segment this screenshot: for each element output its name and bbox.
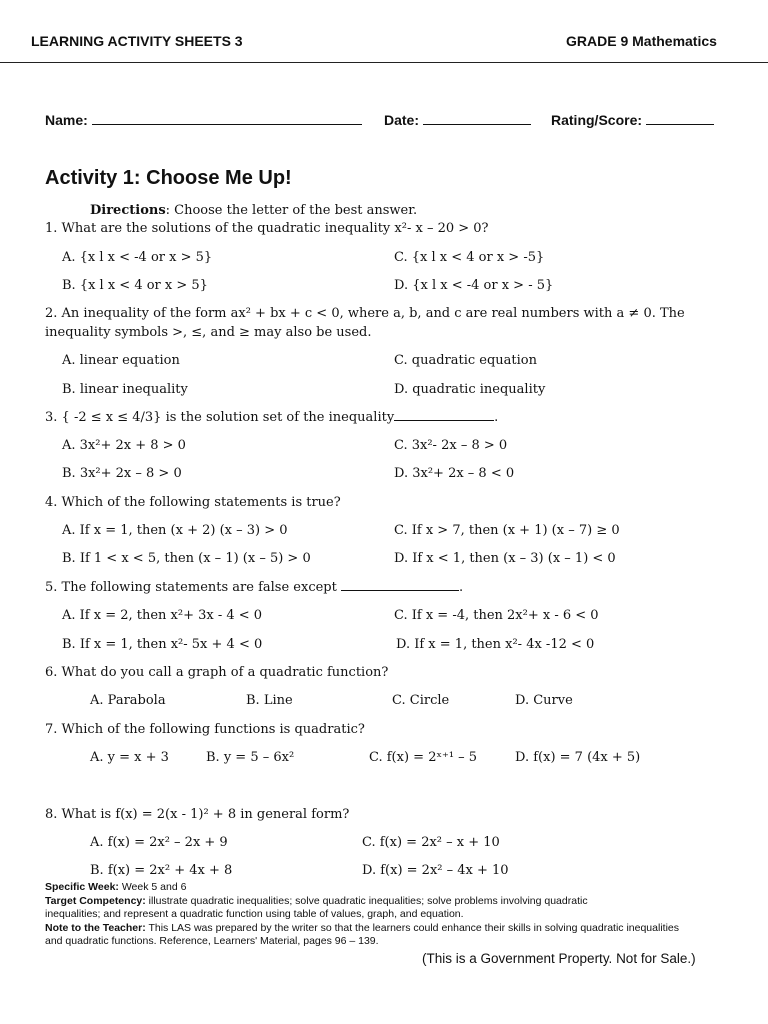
header-right-title: GRADE 9 Mathematics (566, 33, 717, 49)
q3-option-c[interactable]: C. 3x²- 2x – 8 > 0 (394, 438, 508, 453)
q1-option-a[interactable]: A. {x l x < -4 or x > 5} (62, 250, 213, 265)
q5-option-d[interactable]: D. If x = 1, then x²- 4x -12 < 0 (396, 637, 595, 652)
question-3-blank (394, 419, 494, 421)
q6-option-a[interactable]: A. Parabola (90, 693, 166, 708)
q2-option-c[interactable]: C. quadratic equation (394, 353, 537, 368)
footer-note-line-2: and quadratic functions. Reference, Learners' Material, pages 96 – 139. (45, 935, 379, 947)
question-3 (45, 410, 498, 425)
directions-text: : Choose the letter of the best answer. (165, 203, 418, 218)
note-text-1: This LAS was prepared by the writer so that the learners could enhance their skills in solving quadratic inequalities (145, 922, 679, 934)
header-divider (0, 62, 768, 63)
q1-option-b[interactable]: B. {x l x < 4 or x > 5} (62, 278, 208, 293)
q8-option-c[interactable]: C. f(x) = 2x² – x + 10 (362, 835, 500, 850)
score-blank[interactable] (646, 123, 714, 125)
q6-option-d[interactable]: D. Curve (515, 693, 573, 708)
week-value: Week 5 and 6 (118, 881, 187, 893)
q2-option-a[interactable]: A. linear equation (62, 353, 180, 368)
q4-option-d[interactable]: D. If x < 1, then (x – 3) (x – 1) < 0 (394, 551, 616, 566)
directions-label: Directions (90, 203, 166, 218)
q8-option-b[interactable]: B. f(x) = 2x² + 4x + 8 (90, 863, 233, 878)
q4-option-a[interactable]: A. If x = 1, then (x + 2) (x – 3) > 0 (62, 523, 288, 538)
header-left-title: LEARNING ACTIVITY SHEETS 3 (31, 33, 243, 49)
question-6: 6. What do you call a graph of a quadratic function? (45, 665, 389, 680)
question-5-text: 5. The following statements are false except (45, 580, 337, 595)
q1-option-d[interactable]: D. {x l x < -4 or x > - 5} (394, 278, 554, 293)
question-3-end: . (494, 410, 499, 425)
date-blank[interactable] (423, 123, 531, 125)
date-label: Date: (384, 112, 420, 128)
q2-option-d[interactable]: D. quadratic inequality (394, 382, 546, 397)
q4-option-b[interactable]: B. If 1 < x < 5, then (x – 1) (x – 5) > 0 (62, 551, 311, 566)
footer-competency-line-1 (45, 895, 588, 908)
q5-option-b[interactable]: B. If x = 1, then x²- 5x + 4 < 0 (62, 637, 263, 652)
directions (90, 203, 417, 218)
question-5-end: . (458, 580, 464, 595)
q3-option-b[interactable]: B. 3x²+ 2x – 8 > 0 (62, 466, 182, 481)
score-label: Rating/Score: (551, 112, 643, 128)
q2-option-b[interactable]: B. linear inequality (62, 382, 188, 397)
question-8: 8. What is f(x) = 2(x - 1)² + 8 in general form? (45, 807, 350, 822)
q3-option-a[interactable]: A. 3x²+ 2x + 8 > 0 (62, 438, 186, 453)
q7-option-b[interactable]: B. y = 5 – 6x² (206, 750, 295, 765)
date-line (384, 112, 531, 128)
q4-option-c[interactable]: C. If x > 7, then (x + 1) (x – 7) ≥ 0 (394, 523, 620, 538)
question-3-text: 3. { -2 ≤ x ≤ 4/3} is the solution set of the inequality (45, 410, 395, 425)
score-line (551, 112, 714, 128)
question-5 (45, 580, 463, 595)
activity-title: Activity 1: Choose Me Up! (45, 167, 292, 189)
competency-label: Target Competency: (45, 895, 146, 907)
name-label: Name: (45, 112, 88, 128)
question-5-blank (341, 589, 459, 591)
q8-option-a[interactable]: A. f(x) = 2x² – 2x + 9 (90, 835, 228, 850)
q7-option-d[interactable]: D. f(x) = 7 (4x + 5) (515, 750, 641, 765)
q6-option-b[interactable]: B. Line (246, 693, 293, 708)
q5-option-c[interactable]: C. If x = -4, then 2x²+ x - 6 < 0 (394, 608, 599, 623)
property-notice: (This is a Government Property. Not for Sale.) (422, 951, 696, 966)
name-blank[interactable] (92, 123, 362, 125)
q8-option-d[interactable]: D. f(x) = 2x² – 4x + 10 (362, 863, 509, 878)
name-line (45, 112, 362, 128)
competency-text-1: illustrate quadratic inequalities; solve quadratic inequalities; solve problems involving quadratic (145, 895, 588, 907)
question-1: 1. What are the solutions of the quadratic inequality x²- x – 20 > 0? (45, 221, 489, 236)
q1-option-c[interactable]: C. {x l x < 4 or x > -5} (394, 250, 545, 265)
q3-option-d[interactable]: D. 3x²+ 2x – 8 < 0 (394, 466, 515, 481)
q6-option-c[interactable]: C. Circle (392, 693, 450, 708)
q7-option-c[interactable]: C. f(x) = 2ˣ⁺¹ – 5 (369, 750, 478, 765)
footer-week (45, 881, 186, 894)
q7-option-a[interactable]: A. y = x + 3 (90, 750, 169, 765)
week-label: Specific Week: (45, 881, 119, 893)
question-2-line-1: 2. An inequality of the form ax² + bx + c < 0, where a, b, and c are real numbers with a ≠ 0. The (45, 306, 685, 321)
footer-note-line-1 (45, 922, 679, 935)
question-7: 7. Which of the following functions is quadratic? (45, 722, 365, 737)
q5-option-a[interactable]: A. If x = 2, then x²+ 3x - 4 < 0 (62, 608, 263, 623)
question-4: 4. Which of the following statements is true? (45, 495, 341, 510)
footer-competency-line-2: inequalities; and represent a quadratic function using table of values, graph, and equation. (45, 908, 464, 920)
note-label: Note to the Teacher: (45, 922, 146, 934)
question-2-line-2: inequality symbols >, ≤, and ≥ may also be used. (45, 325, 372, 340)
